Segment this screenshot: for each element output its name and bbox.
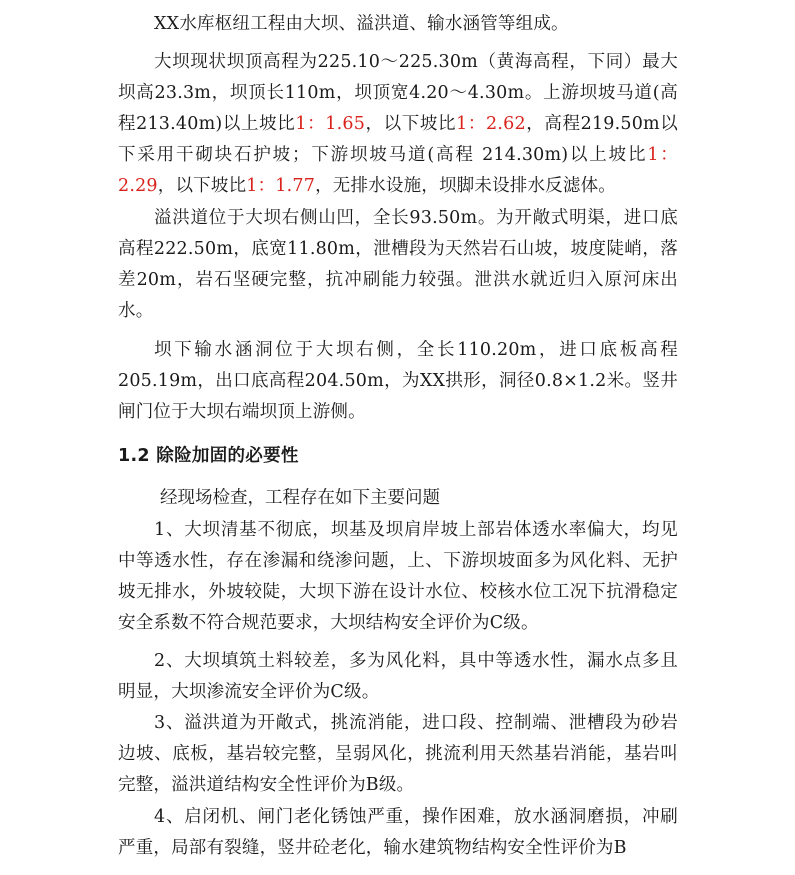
paragraph-dam-status [118, 47, 678, 202]
problems-intro: 经现场检查，工程存在如下主要问题 [160, 488, 440, 508]
dam-text-1: 大坝现状坝顶高程为225.10～225.30m（黄海高程，下同）最大坝高23.3m，坝顶长110m，坝顶宽4.20～4.30m。上游坝坡马道(高程213.40m)以上坡比 [118, 52, 678, 134]
section-heading: 1.2 除险加固的必要性 [118, 446, 299, 466]
slope-ratio-upper-1: 1：1.65 [295, 114, 366, 134]
dam-text-4: ，以下坡比 [157, 176, 247, 196]
problem-item: 2、大坝填筑土料较差，多为风化料，具中等透水性，漏水点多且明显，大坝渗流安全评价为C级。 [118, 651, 678, 702]
paragraph-spillway: 溢洪道位于大坝右侧山凹，全长93.50m。为开敞式明渠，进口底高程222.50m，底宽11.80m，泄槽段为天然岩石山坡，坡度陡峭，落差20m，岩石坚硬完整，抗冲刷能力较强。泄洪水就近归入原河床出水。 [118, 208, 678, 321]
slope-ratio-lower-1: 1：2.29 [118, 145, 678, 196]
slope-ratio-upper-2: 1：2.62 [456, 114, 526, 134]
dam-text-3: ，高程219.50m以下采用干砌块石护坡；下游坝坡马道(高程 214.30m)以上坡比 [118, 114, 678, 165]
paragraph-project-composition: XX水库枢纽工程由大坝、溢洪道、输水涵管等组成。 [154, 14, 569, 34]
slope-ratio-lower-2: 1：1.77 [246, 176, 316, 196]
problem-item: 1、大坝清基不彻底，坝基及坝肩岸坡上部岩体透水率偏大，均见中等透水性，存在渗漏和绕渗问题，上、下游坝坡面多为风化料、无护坡无排水，外坡较陡，大坝下游在设计水位、校核水位工况下抗滑稳定安全系数不符合规范要求，大坝结构安全评价为C级。 [118, 520, 678, 633]
paragraph-culvert: 坝下输水涵洞位于大坝右侧，全长110.20m，进口底板高程205.19m，出口底高程204.50m，为XX拱形，洞径0.8×1.2米。竖井闸门位于大坝右端坝顶上游侧。 [118, 340, 678, 422]
dam-text-5: ，无排水设施，坝脚未设排水反滤体。 [315, 176, 616, 196]
problem-item: 3、溢洪道为开敞式，挑流消能，进口段、控制端、泄槽段为砂岩边坡、底板，基岩较完整，呈弱风化，挑流利用天然基岩消能，基岩叫完整，溢洪道结构安全性评价为B级。 [118, 713, 678, 795]
cut-off-red-text-fragment [118, 866, 268, 875]
dam-text-2: ，以下坡比 [365, 114, 457, 134]
problem-item: 4、启闭机、闸门老化锈蚀严重，操作困难，放水涵洞磨损，冲刷严重，局部有裂缝，竖井砼老化，输水建筑物结构安全性评价为B [118, 807, 678, 858]
